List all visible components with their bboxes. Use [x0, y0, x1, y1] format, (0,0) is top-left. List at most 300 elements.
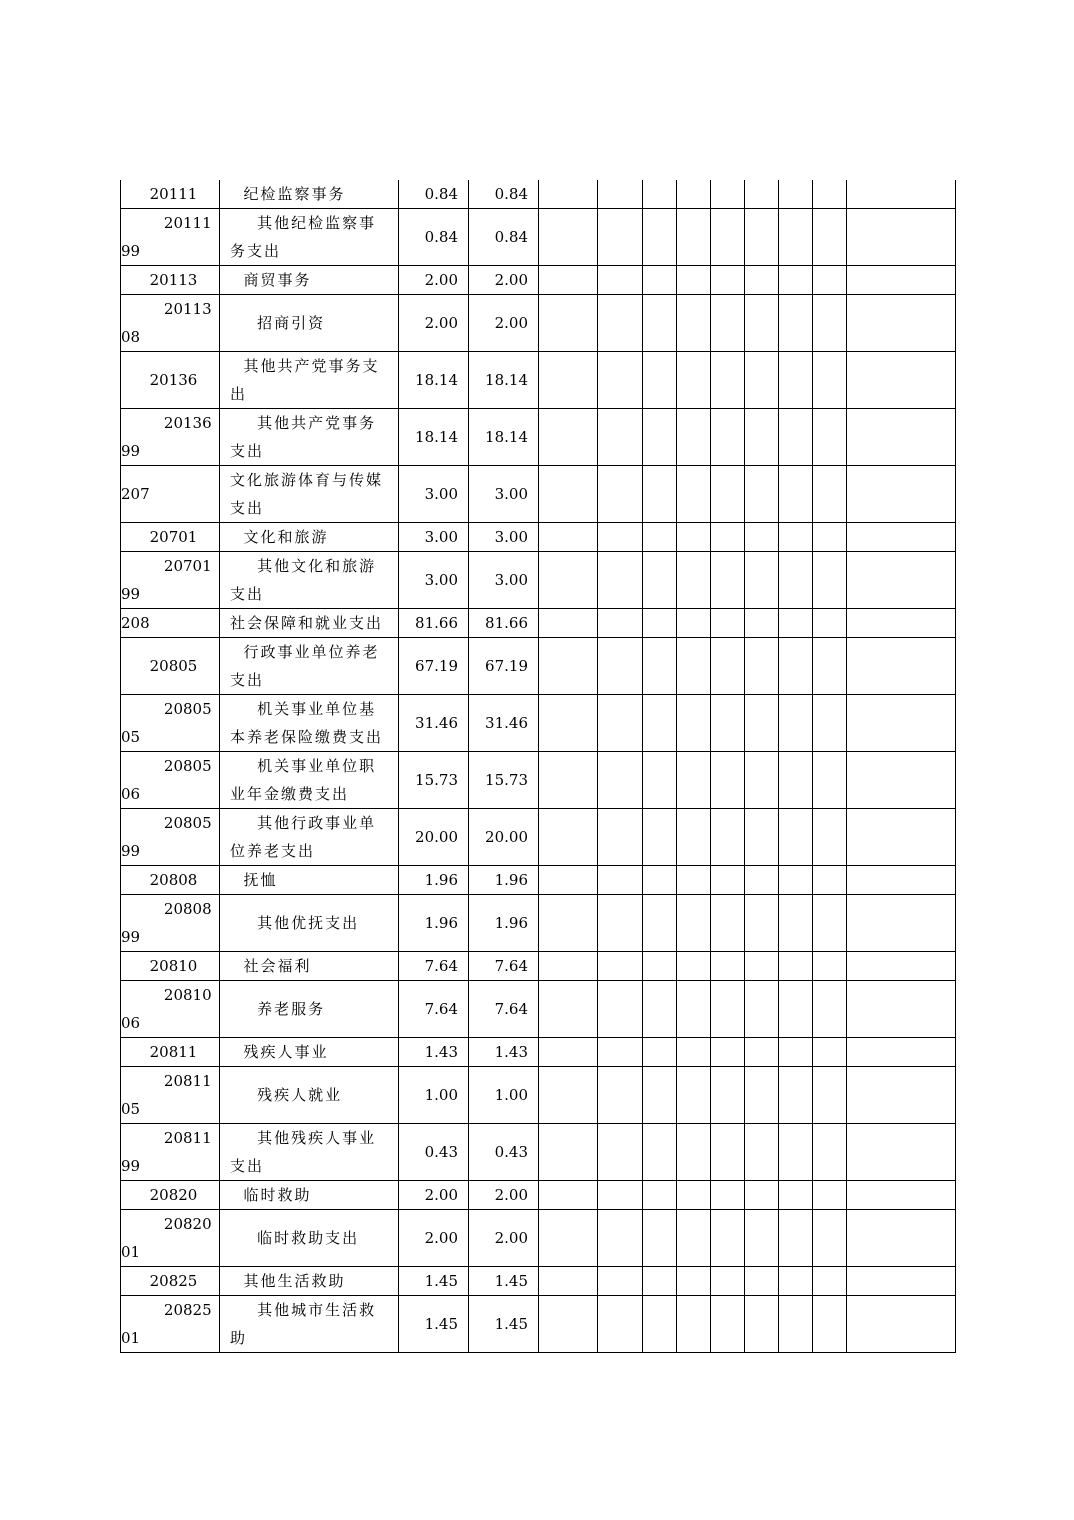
empty-cell: [745, 752, 779, 809]
empty-cell: [813, 1038, 847, 1067]
basic-expenditure-cell: 18.14: [469, 352, 539, 409]
empty-cell: [745, 638, 779, 695]
classification-code-cell: 20805 06: [121, 752, 220, 809]
basic-expenditure-cell: 7.64: [469, 981, 539, 1038]
empty-cell: [745, 266, 779, 295]
total-amount-cell: 81.66: [399, 609, 469, 638]
empty-cell: [711, 466, 745, 523]
empty-cell: [598, 866, 643, 895]
empty-cell: [847, 1067, 956, 1124]
empty-cell: [598, 895, 643, 952]
item-name-cell: 临时救助支出: [220, 1210, 399, 1267]
classification-code-cell: 20808 99: [121, 895, 220, 952]
total-amount-cell: 67.19: [399, 638, 469, 695]
empty-cell: [779, 180, 813, 209]
empty-cell: [847, 180, 956, 209]
empty-cell: [539, 552, 598, 609]
total-amount-cell: 1.96: [399, 895, 469, 952]
empty-cell: [677, 523, 711, 552]
basic-expenditure-cell: 1.43: [469, 1038, 539, 1067]
empty-cell: [643, 695, 677, 752]
empty-cell: [847, 523, 956, 552]
empty-cell: [745, 952, 779, 981]
basic-expenditure-cell: 20.00: [469, 809, 539, 866]
table-row: [121, 695, 956, 752]
empty-cell: [779, 523, 813, 552]
classification-code-cell: 20820 01: [121, 1210, 220, 1267]
empty-cell: [745, 1067, 779, 1124]
empty-cell: [643, 895, 677, 952]
empty-cell: [598, 1267, 643, 1296]
total-amount-cell: 15.73: [399, 752, 469, 809]
empty-cell: [847, 1124, 956, 1181]
classification-code-cell: 20805: [121, 638, 220, 695]
empty-cell: [779, 1267, 813, 1296]
basic-expenditure-cell: 31.46: [469, 695, 539, 752]
empty-cell: [779, 695, 813, 752]
basic-expenditure-cell: 81.66: [469, 609, 539, 638]
empty-cell: [539, 1067, 598, 1124]
empty-cell: [643, 1067, 677, 1124]
total-amount-cell: 3.00: [399, 466, 469, 523]
item-name-cell: 行政事业单位养老支出: [220, 638, 399, 695]
empty-cell: [847, 981, 956, 1038]
classification-code-cell: 207: [121, 466, 220, 523]
classification-code-cell: 20111: [121, 180, 220, 209]
basic-expenditure-cell: 0.43: [469, 1124, 539, 1181]
empty-cell: [847, 1267, 956, 1296]
empty-cell: [813, 695, 847, 752]
empty-cell: [711, 1267, 745, 1296]
empty-cell: [745, 552, 779, 609]
empty-cell: [745, 1181, 779, 1210]
empty-cell: [677, 895, 711, 952]
empty-cell: [711, 1038, 745, 1067]
item-name-cell: 其他残疾人事业支出: [220, 1124, 399, 1181]
empty-cell: [711, 180, 745, 209]
empty-cell: [539, 209, 598, 266]
empty-cell: [598, 295, 643, 352]
empty-cell: [745, 352, 779, 409]
item-name-cell: 其他共产党事务支出: [220, 409, 399, 466]
table-row: [121, 952, 956, 981]
item-name-cell: 养老服务: [220, 981, 399, 1038]
table-row: [121, 552, 956, 609]
empty-cell: [745, 1038, 779, 1067]
item-name-cell: 商贸事务: [220, 266, 399, 295]
empty-cell: [779, 809, 813, 866]
basic-expenditure-cell: 2.00: [469, 295, 539, 352]
empty-cell: [598, 752, 643, 809]
item-name-cell: 其他城市生活救助: [220, 1296, 399, 1353]
empty-cell: [847, 809, 956, 866]
empty-cell: [745, 695, 779, 752]
basic-expenditure-cell: 67.19: [469, 638, 539, 695]
empty-cell: [643, 1296, 677, 1353]
empty-cell: [847, 895, 956, 952]
empty-cell: [813, 638, 847, 695]
empty-cell: [779, 1038, 813, 1067]
empty-cell: [745, 466, 779, 523]
budget-expenditure-table: [120, 180, 956, 1353]
empty-cell: [643, 523, 677, 552]
basic-expenditure-cell: 7.64: [469, 952, 539, 981]
total-amount-cell: 3.00: [399, 552, 469, 609]
item-name-cell: 机关事业单位基本养老保险缴费支出: [220, 695, 399, 752]
total-amount-cell: 0.84: [399, 180, 469, 209]
classification-code-cell: 20113: [121, 266, 220, 295]
empty-cell: [643, 1210, 677, 1267]
empty-cell: [813, 981, 847, 1038]
basic-expenditure-cell: 0.84: [469, 209, 539, 266]
table-row: [121, 1210, 956, 1267]
empty-cell: [677, 1210, 711, 1267]
empty-cell: [677, 1181, 711, 1210]
classification-code-cell: 20825: [121, 1267, 220, 1296]
empty-cell: [779, 552, 813, 609]
empty-cell: [745, 409, 779, 466]
empty-cell: [643, 1038, 677, 1067]
empty-cell: [598, 1296, 643, 1353]
item-name-cell: 其他生活救助: [220, 1267, 399, 1296]
empty-cell: [813, 352, 847, 409]
empty-cell: [643, 1267, 677, 1296]
classification-code-cell: 20113 08: [121, 295, 220, 352]
empty-cell: [847, 638, 956, 695]
empty-cell: [539, 409, 598, 466]
table-row: [121, 1296, 956, 1353]
empty-cell: [539, 895, 598, 952]
empty-cell: [711, 523, 745, 552]
empty-cell: [677, 266, 711, 295]
empty-cell: [539, 466, 598, 523]
empty-cell: [598, 409, 643, 466]
empty-cell: [779, 895, 813, 952]
total-amount-cell: 1.45: [399, 1267, 469, 1296]
table-row: [121, 1124, 956, 1181]
empty-cell: [539, 638, 598, 695]
empty-cell: [847, 609, 956, 638]
item-name-cell: 社会福利: [220, 952, 399, 981]
empty-cell: [779, 1067, 813, 1124]
item-name-cell: 抚恤: [220, 866, 399, 895]
empty-cell: [711, 895, 745, 952]
table-row: [121, 209, 956, 266]
classification-code-cell: 20810 06: [121, 981, 220, 1038]
table-row: [121, 895, 956, 952]
empty-cell: [847, 295, 956, 352]
basic-expenditure-cell: 18.14: [469, 409, 539, 466]
empty-cell: [539, 1038, 598, 1067]
empty-cell: [813, 209, 847, 266]
classification-code-cell: 20136 99: [121, 409, 220, 466]
empty-cell: [847, 752, 956, 809]
empty-cell: [745, 895, 779, 952]
empty-cell: [677, 180, 711, 209]
empty-cell: [539, 866, 598, 895]
empty-cell: [598, 638, 643, 695]
item-name-cell: 社会保障和就业支出: [220, 609, 399, 638]
basic-expenditure-cell: 2.00: [469, 1210, 539, 1267]
empty-cell: [643, 809, 677, 866]
empty-cell: [779, 1210, 813, 1267]
item-name-cell: 文化和旅游: [220, 523, 399, 552]
basic-expenditure-cell: 2.00: [469, 266, 539, 295]
empty-cell: [711, 295, 745, 352]
empty-cell: [745, 1296, 779, 1353]
item-name-cell: 其他纪检监察事务支出: [220, 209, 399, 266]
classification-code-cell: 208: [121, 609, 220, 638]
empty-cell: [813, 266, 847, 295]
basic-expenditure-cell: 1.45: [469, 1267, 539, 1296]
empty-cell: [813, 809, 847, 866]
table-row: [121, 609, 956, 638]
classification-code-cell: 20111 99: [121, 209, 220, 266]
classification-code-cell: 20820: [121, 1181, 220, 1210]
empty-cell: [598, 352, 643, 409]
empty-cell: [711, 552, 745, 609]
classification-code-cell: 20811 05: [121, 1067, 220, 1124]
empty-cell: [643, 352, 677, 409]
classification-code-cell: 20701: [121, 523, 220, 552]
empty-cell: [779, 609, 813, 638]
empty-cell: [677, 209, 711, 266]
empty-cell: [643, 752, 677, 809]
empty-cell: [598, 552, 643, 609]
empty-cell: [813, 180, 847, 209]
table-row: [121, 1267, 956, 1296]
empty-cell: [598, 1181, 643, 1210]
empty-cell: [643, 209, 677, 266]
empty-cell: [643, 609, 677, 638]
empty-cell: [677, 981, 711, 1038]
empty-cell: [598, 1067, 643, 1124]
empty-cell: [677, 1296, 711, 1353]
table-row: [121, 1067, 956, 1124]
table-row: [121, 180, 956, 209]
empty-cell: [711, 1181, 745, 1210]
table-row: [121, 1038, 956, 1067]
empty-cell: [813, 952, 847, 981]
empty-cell: [813, 1267, 847, 1296]
classification-code-cell: 20811: [121, 1038, 220, 1067]
empty-cell: [643, 981, 677, 1038]
table-row: [121, 1181, 956, 1210]
empty-cell: [779, 295, 813, 352]
empty-cell: [598, 1210, 643, 1267]
empty-cell: [779, 466, 813, 523]
empty-cell: [643, 952, 677, 981]
table-row: [121, 295, 956, 352]
empty-cell: [598, 1124, 643, 1181]
empty-cell: [779, 266, 813, 295]
empty-cell: [847, 952, 956, 981]
classification-code-cell: 20805 99: [121, 809, 220, 866]
empty-cell: [813, 466, 847, 523]
table-row: [121, 866, 956, 895]
classification-code-cell: 20810: [121, 952, 220, 981]
empty-cell: [711, 1124, 745, 1181]
empty-cell: [779, 752, 813, 809]
item-name-cell: 机关事业单位职业年金缴费支出: [220, 752, 399, 809]
empty-cell: [539, 1210, 598, 1267]
total-amount-cell: 20.00: [399, 809, 469, 866]
empty-cell: [745, 523, 779, 552]
empty-cell: [539, 695, 598, 752]
empty-cell: [677, 752, 711, 809]
empty-cell: [813, 1124, 847, 1181]
empty-cell: [539, 752, 598, 809]
empty-cell: [677, 466, 711, 523]
table-row: [121, 523, 956, 552]
empty-cell: [813, 1210, 847, 1267]
empty-cell: [643, 638, 677, 695]
basic-expenditure-cell: 2.00: [469, 1181, 539, 1210]
item-name-cell: 其他优抚支出: [220, 895, 399, 952]
empty-cell: [598, 523, 643, 552]
empty-cell: [643, 466, 677, 523]
table-row: [121, 466, 956, 523]
table-row: [121, 981, 956, 1038]
empty-cell: [677, 1267, 711, 1296]
empty-cell: [711, 952, 745, 981]
empty-cell: [745, 295, 779, 352]
empty-cell: [677, 1038, 711, 1067]
total-amount-cell: 2.00: [399, 1210, 469, 1267]
empty-cell: [745, 1210, 779, 1267]
empty-cell: [847, 1210, 956, 1267]
item-name-cell: 招商引资: [220, 295, 399, 352]
empty-cell: [598, 466, 643, 523]
classification-code-cell: 20811 99: [121, 1124, 220, 1181]
basic-expenditure-cell: 1.96: [469, 895, 539, 952]
empty-cell: [598, 209, 643, 266]
basic-expenditure-cell: 1.45: [469, 1296, 539, 1353]
empty-cell: [847, 266, 956, 295]
empty-cell: [779, 1296, 813, 1353]
empty-cell: [643, 266, 677, 295]
empty-cell: [813, 609, 847, 638]
empty-cell: [711, 1210, 745, 1267]
empty-cell: [539, 952, 598, 981]
empty-cell: [847, 466, 956, 523]
empty-cell: [779, 1124, 813, 1181]
basic-expenditure-cell: 3.00: [469, 466, 539, 523]
empty-cell: [813, 895, 847, 952]
empty-cell: [539, 180, 598, 209]
empty-cell: [677, 295, 711, 352]
table-row: [121, 752, 956, 809]
table-row: [121, 809, 956, 866]
empty-cell: [711, 638, 745, 695]
empty-cell: [779, 638, 813, 695]
total-amount-cell: 0.43: [399, 1124, 469, 1181]
item-name-cell: 残疾人就业: [220, 1067, 399, 1124]
empty-cell: [598, 952, 643, 981]
empty-cell: [813, 752, 847, 809]
empty-cell: [643, 866, 677, 895]
table-row: [121, 352, 956, 409]
empty-cell: [643, 295, 677, 352]
total-amount-cell: 1.43: [399, 1038, 469, 1067]
classification-code-cell: 20825 01: [121, 1296, 220, 1353]
classification-code-cell: 20136: [121, 352, 220, 409]
empty-cell: [598, 1038, 643, 1067]
empty-cell: [847, 409, 956, 466]
total-amount-cell: 7.64: [399, 952, 469, 981]
empty-cell: [539, 1124, 598, 1181]
empty-cell: [711, 866, 745, 895]
empty-cell: [745, 1124, 779, 1181]
classification-code-cell: 20701 99: [121, 552, 220, 609]
empty-cell: [539, 295, 598, 352]
item-name-cell: 其他文化和旅游支出: [220, 552, 399, 609]
empty-cell: [711, 409, 745, 466]
empty-cell: [598, 266, 643, 295]
total-amount-cell: 2.00: [399, 295, 469, 352]
empty-cell: [598, 180, 643, 209]
empty-cell: [711, 609, 745, 638]
empty-cell: [813, 1181, 847, 1210]
basic-expenditure-cell: 3.00: [469, 523, 539, 552]
table-row: [121, 409, 956, 466]
empty-cell: [711, 981, 745, 1038]
empty-cell: [745, 1267, 779, 1296]
empty-cell: [847, 1038, 956, 1067]
empty-cell: [813, 552, 847, 609]
empty-cell: [677, 352, 711, 409]
empty-cell: [677, 866, 711, 895]
empty-cell: [539, 523, 598, 552]
total-amount-cell: 1.00: [399, 1067, 469, 1124]
empty-cell: [779, 409, 813, 466]
empty-cell: [745, 209, 779, 266]
total-amount-cell: 31.46: [399, 695, 469, 752]
item-name-cell: 纪检监察事务: [220, 180, 399, 209]
empty-cell: [677, 552, 711, 609]
empty-cell: [598, 609, 643, 638]
empty-cell: [598, 981, 643, 1038]
empty-cell: [847, 866, 956, 895]
table-row: [121, 266, 956, 295]
empty-cell: [539, 1181, 598, 1210]
table-row: [121, 638, 956, 695]
empty-cell: [813, 1296, 847, 1353]
empty-cell: [813, 1067, 847, 1124]
classification-code-cell: 20808: [121, 866, 220, 895]
empty-cell: [711, 266, 745, 295]
empty-cell: [847, 352, 956, 409]
empty-cell: [643, 552, 677, 609]
total-amount-cell: 3.00: [399, 523, 469, 552]
basic-expenditure-cell: 3.00: [469, 552, 539, 609]
empty-cell: [677, 809, 711, 866]
empty-cell: [711, 352, 745, 409]
empty-cell: [813, 295, 847, 352]
empty-cell: [539, 609, 598, 638]
empty-cell: [677, 638, 711, 695]
empty-cell: [711, 209, 745, 266]
basic-expenditure-cell: 15.73: [469, 752, 539, 809]
empty-cell: [779, 952, 813, 981]
empty-cell: [813, 409, 847, 466]
empty-cell: [847, 1181, 956, 1210]
empty-cell: [643, 1181, 677, 1210]
empty-cell: [598, 809, 643, 866]
empty-cell: [643, 180, 677, 209]
empty-cell: [711, 809, 745, 866]
item-name-cell: 其他共产党事务支出: [220, 352, 399, 409]
